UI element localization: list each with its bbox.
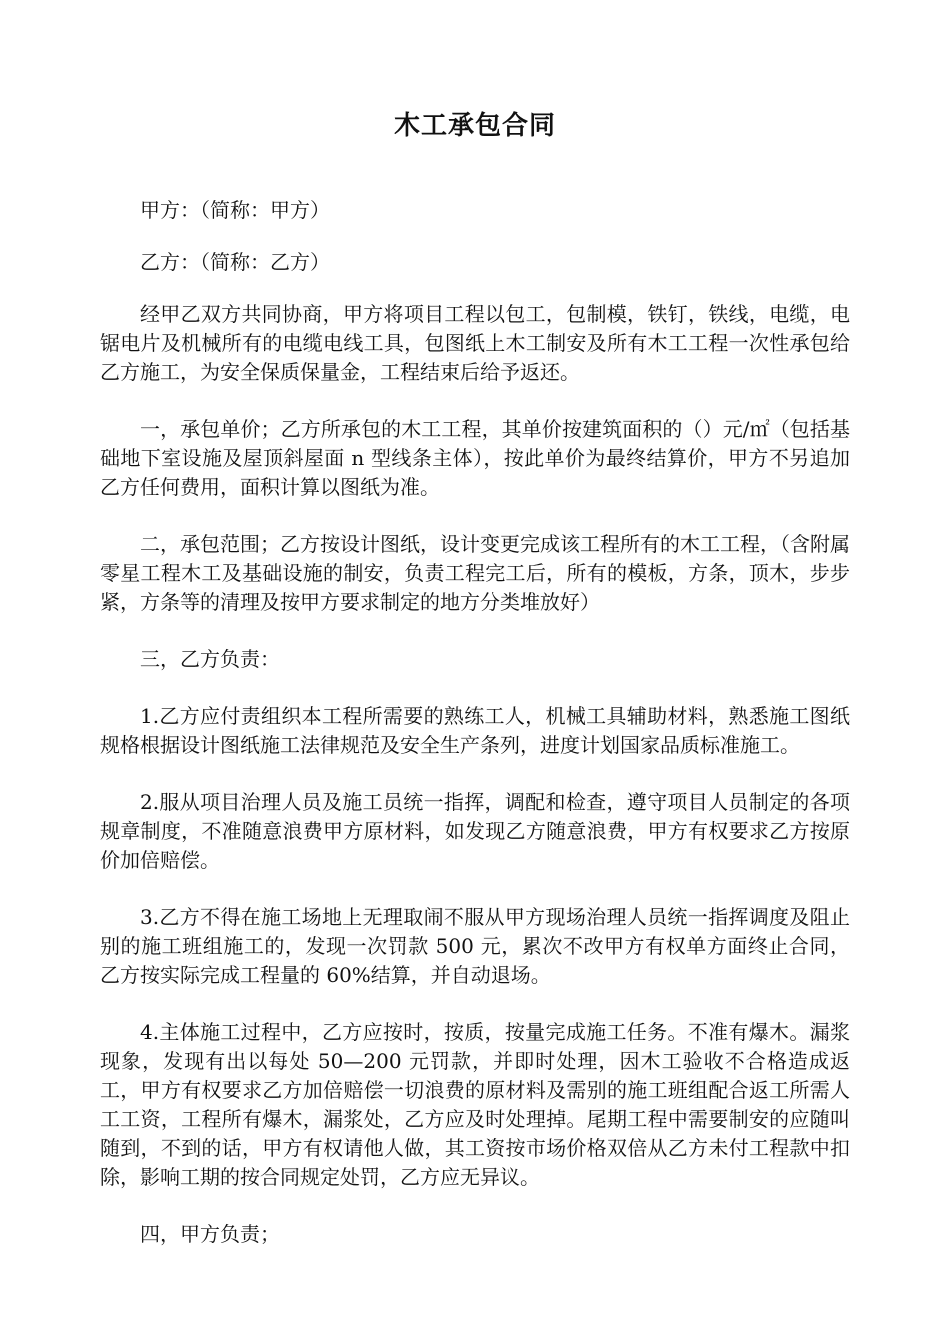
clause-party-b-heading: 三，乙方负责： <box>140 647 280 671</box>
clause-party-b-item-4: 4.主体施工过程中，乙方应按时，按质，按量完成施工任务。不准有爆木。漏浆现象，发现有出以每处 50—200 元罚款，并即时处理，因木工验收不合格造成返工，甲方有权要求乙方加倍赔偿一切浪费的原材料及需别的施工班组配合返工所需人工工资，工程所有爆木，漏浆处，乙方应及时处理掉。尾期工程中需要制安的应随叫随到，不到的话，甲方有权请他人做，其工资按市场价格双倍从乙方未付工程款中扣除，影响工期的按合同规定处罚，乙方应无异议。 <box>100 1020 850 1189</box>
clause-scope: 二，承包范围；乙方按设计图纸，设计变更完成该工程所有的木工工程，（含附属零星工程木工及基础设施的制安，负责工程完工后，所有的模板，方条，顶木，步步紧，方条等的清理及按甲方要求制定的地方分类堆放好） <box>100 532 850 614</box>
clause-party-b-item-1: 1.乙方应付责组织本工程所需要的熟练工人，机械工具辅助材料，熟悉施工图纸规格根据设计图纸施工法律规范及安全生产条列，进度计划国家品质标准施工。 <box>100 704 850 757</box>
clause-party-b-item-2: 2.服从项目治理人员及施工员统一指挥，调配和检查，遵守项目人员制定的各项规章制度，不准随意浪费甲方原材料，如发现乙方随意浪费，甲方有权要求乙方按原价加倍赔偿。 <box>100 790 850 872</box>
party-a-line: 甲方：（简称：甲方） <box>140 198 330 222</box>
clause-party-b-item-3: 3.乙方不得在施工场地上无理取闹不服从甲方现场治理人员统一指挥调度及阻止别的施工班组施工的，发现一次罚款 500 元，累次不改甲方有权单方面终止合同，乙方按实际完成工程量的 60%结算，并自动退场。 <box>100 905 850 987</box>
document-body <box>100 196 850 1277</box>
party-b-line: 乙方：（简称：乙方） <box>140 250 330 274</box>
intro-paragraph: 经甲乙双方共同协商，甲方将项目工程以包工，包制模，铁钉，铁线，电缆，电锯电片及机械所有的电缆电线工具，包图纸上木工制安及所有木工工程一次性承包给乙方施工，为安全保质保量金，工程结束后给予返还。 <box>100 302 850 384</box>
clause-unit-price: 一，承包单价；乙方所承包的木工工程，其单价按建筑面积的（）元/㎡（包括基础地下室设施及屋顶斜屋面 n 型线条主体），按此单价为最终结算价，甲方不另追加乙方任何费用，面积计算以图纸为准。 <box>100 417 850 499</box>
clause-party-a-heading: 四，甲方负责； <box>140 1222 280 1246</box>
document-title: 木工承包合同 <box>393 111 556 141</box>
